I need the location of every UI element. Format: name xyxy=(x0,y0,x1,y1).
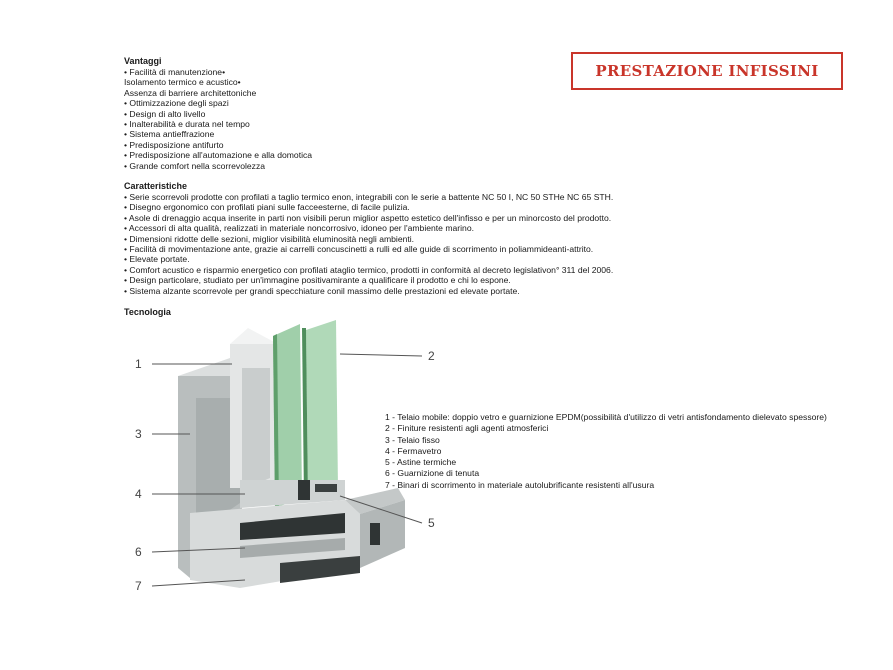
mobile-frame-inner xyxy=(242,368,270,490)
badge-title: PRESTAZIONE INFISSINI xyxy=(595,62,819,80)
list-item: • Disegno ergonomico con profilati piani sulle facceesterne, di facile pulizia. xyxy=(124,202,410,213)
caratteristiche-heading: Caratteristiche xyxy=(124,181,188,191)
caratteristiche-list xyxy=(124,192,613,296)
list-item: • Design di alto livello xyxy=(124,108,206,119)
list-item: • Elevate portate. xyxy=(124,254,190,265)
list-item: • Facilità di movimentazione ante, grazie ai carrelli concuscinetti a rulli ed alle guide di scorrimento in poliammideanti-attrito. xyxy=(124,244,594,255)
list-item: • Design particolare, studiato per un'immagine positivamirante a qualificare il prodotto e chi lo espone. xyxy=(124,275,511,286)
list-item: • Predisposizione antifurto xyxy=(124,139,224,150)
vantaggi-heading: Vantaggi xyxy=(124,56,162,66)
title-badge xyxy=(571,52,843,90)
thermal-break xyxy=(298,480,310,500)
callout-5: 5 xyxy=(428,516,435,530)
legend-item: 4 - Fermavetro xyxy=(385,445,442,456)
list-item: • Sistema alzante scorrevole per grandi specchiature conil massimo delle prestazioni ed elevate portate. xyxy=(124,285,520,296)
callout-line xyxy=(340,354,422,356)
legend-item: 2 - Finiture resistenti agli agenti atmosferici xyxy=(385,423,549,434)
glass-pane-outer xyxy=(306,320,338,500)
list-item: Assenza di barriere architettoniche xyxy=(124,87,257,98)
gasket xyxy=(315,484,337,492)
legend-item: 7 - Binari di scorrimento in materiale autolubrificante resistenti all'usura xyxy=(385,479,655,490)
list-item: • Facilità di manutenzione• xyxy=(124,67,226,77)
list-item: Isolamento termico e acustico• xyxy=(124,77,241,88)
vantaggi-list xyxy=(124,67,312,171)
drain-slot xyxy=(370,523,380,545)
list-item: • Accessori di alta qualità, realizzati in materiale noncorrosivo, idoneo per l'ambiente marino. xyxy=(124,223,475,234)
callout-4: 4 xyxy=(135,487,142,501)
list-item: • Dimensioni ridotte delle sezioni, miglior visibilità eluminosità negli ambienti. xyxy=(124,233,415,244)
callout-1: 1 xyxy=(135,357,142,371)
component-legend xyxy=(385,412,827,491)
callout-6: 6 xyxy=(135,545,142,559)
list-item: • Predisposizione all'automazione e alla domotica xyxy=(124,150,313,161)
legend-item: 6 - Guarnizione di tenuta xyxy=(385,468,480,479)
legend-item: 1 - Telaio mobile: doppio vetro e guarnizione EPDM(possibilità d'utilizzo di vetri antisfondamento dielevato spessore) xyxy=(385,412,827,422)
list-item: • Ottimizzazione degli spazi xyxy=(124,98,229,109)
list-item: • Serie scorrevoli prodotte con profilati a taglio termico enon, integrabili con le serie a battente NC 50 I, NC 50 STHe NC 65 STH. xyxy=(124,192,614,202)
list-item: • Sistema antieffrazione xyxy=(124,129,215,140)
legend-item: 3 - Telaio fisso xyxy=(385,434,440,445)
callout-2: 2 xyxy=(428,349,435,363)
list-item: • Grande comfort nella scorrevolezza xyxy=(124,160,266,171)
list-item: • Inalterabilità e durata nel tempo xyxy=(124,119,250,130)
mobile-frame-top xyxy=(230,328,278,344)
callout-7: 7 xyxy=(135,579,142,593)
list-item: • Comfort acustico e risparmio energetico con profilati ataglio termico, prodotti in conformità al decreto legislativon° 311 del 2006. xyxy=(124,264,614,275)
list-item: • Asole di drenaggio acqua inserite in parti non visibili perun miglior aspetto estetico dell'infisso e per un minorcosto del prodotto. xyxy=(124,212,612,223)
callout-3: 3 xyxy=(135,427,142,441)
tecnologia-heading: Tecnologia xyxy=(124,307,171,317)
legend-item: 5 - Astine termiche xyxy=(385,457,457,468)
